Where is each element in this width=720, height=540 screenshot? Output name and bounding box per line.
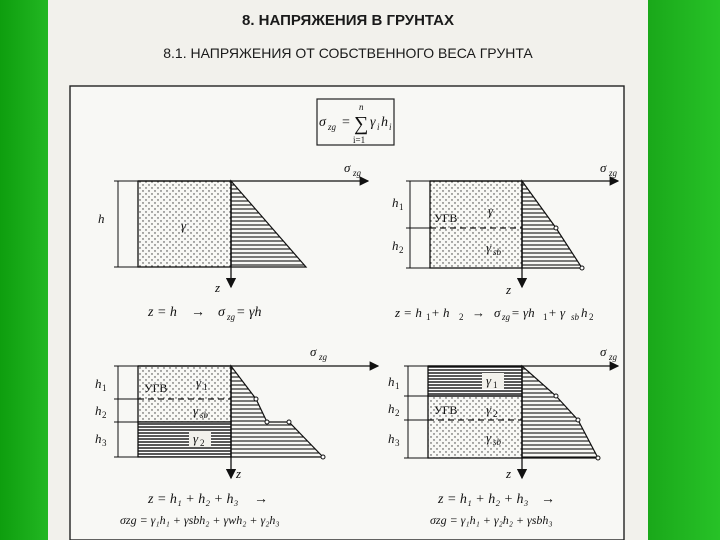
label-gamma1: γ [196, 375, 202, 390]
label-h1: h [95, 376, 102, 391]
caption-1-arrow: → [191, 305, 205, 320]
caption-2-rhs-2: 2 [589, 312, 594, 322]
z-axis-label: z [215, 280, 221, 295]
caption-2-rhs-1: 1 [543, 312, 548, 322]
label-h1-sub: 1 [102, 383, 107, 393]
sigma-axis-label: σ [310, 344, 317, 359]
sigma-axis-label-sub: zg [353, 168, 362, 178]
formula-lhs-sub: zg [328, 122, 337, 132]
caption-1-sigma: σ [218, 305, 225, 320]
label-h2: h [388, 401, 395, 416]
caption-1-z: z = h [148, 305, 177, 320]
caption-2-z-1: 1 [426, 312, 431, 322]
formula-term2: h [381, 115, 388, 130]
slide-background-right [648, 0, 720, 540]
label-h1: h [392, 195, 399, 210]
label-gamma2: γ [193, 431, 199, 446]
label-h2-sub: 2 [395, 408, 400, 418]
sigma-axis-label-sub: zg [319, 352, 328, 362]
label-gamma-sb: γ [486, 240, 492, 255]
clay-layer [428, 366, 522, 396]
formula-term-sub: i [377, 122, 380, 132]
label-gamma2: γ [486, 402, 492, 417]
caption-2-z-plus: + h [431, 305, 450, 320]
label-h3-sub: 3 [395, 438, 400, 448]
label-gamma-sb: γ [486, 430, 492, 445]
sigma-axis-label: σ [600, 160, 607, 175]
label-h3: h [95, 431, 102, 446]
label-gamma-sb: γ [193, 403, 199, 418]
caption-4-z: z = h₁ + h₂ + h₃ [438, 492, 529, 507]
caption-1-sigma-sub: zg [227, 312, 236, 322]
caption-2-sigma-sub: zg [502, 312, 511, 322]
label-h2: h [95, 403, 102, 418]
z-axis-label: z [506, 282, 512, 297]
label-gamma-sb-sub: sb [493, 247, 502, 257]
caption-1 [147, 305, 261, 322]
label-gamma: γ [181, 218, 187, 233]
caption-2-rhs-h: h [581, 305, 588, 320]
label-h: h [98, 211, 105, 226]
sum-sign-icon: ∑ [354, 113, 369, 135]
label-h3-sub: 3 [102, 438, 107, 448]
caption-2-arrow: → [472, 305, 485, 320]
label-gamma1: γ [486, 373, 492, 388]
caption-3-arrow: → [254, 492, 268, 507]
formula-lhs: σ [319, 115, 326, 130]
label-gamma1-sub: 1 [493, 380, 498, 390]
formula-sum-lower: i=1 [353, 135, 366, 145]
label-h2-sub: 2 [102, 410, 107, 420]
chapter-title: 8. НАПРЯЖЕНИЯ В ГРУНТАХ [242, 12, 454, 29]
label-h1-sub: 1 [395, 381, 400, 391]
caption-3-formula: σzg = γ₁h₁ + γsbh₂ + γwh₂ + γ₂h₃ [120, 513, 280, 527]
scanned-page [48, 0, 648, 540]
caption-2-rhs: = γh [511, 305, 535, 320]
slide-background-left [0, 0, 48, 540]
label-gamma1-sub: 1 [203, 382, 208, 392]
label-gamma2-sub: 2 [493, 409, 498, 419]
aquitard-layer [138, 422, 231, 457]
figure-svg [48, 0, 648, 540]
section-title: 8.1. НАПРЯЖЕНИЯ ОТ СОБСТВЕННОГО ВЕСА ГРУНТА [163, 45, 533, 61]
caption-2-z-2: 2 [459, 312, 464, 322]
label-h2-sub: 2 [399, 245, 404, 255]
caption-3-z: z = h₁ + h₂ + h₃ [148, 492, 239, 507]
caption-4-arrow: → [541, 492, 555, 507]
label-gamma-sb-sub: sb [200, 410, 209, 420]
caption-2-z: z = h [395, 305, 422, 320]
label-h1-sub: 1 [399, 202, 404, 212]
label-gamma: γ [488, 203, 494, 218]
formula-eq: = [342, 115, 350, 130]
label-groundwater: УГВ [144, 381, 168, 395]
label-h1: h [388, 374, 395, 389]
caption-4-formula: σzg = γ₁h₁ + γ₂h₂ + γsbh₃ [430, 513, 553, 527]
caption-2-rhs-sb: sb [571, 312, 580, 322]
caption-1-rhs: = γh [236, 305, 262, 320]
label-groundwater: УГВ [434, 403, 458, 417]
label-gamma2-sub: 2 [200, 438, 205, 448]
label-h3: h [388, 431, 395, 446]
z-axis-label: z [236, 466, 242, 481]
label-gamma-sb-sub: sb [493, 437, 502, 447]
caption-2-rhs-plus: + γ [548, 305, 566, 320]
sigma-axis-label: σ [600, 344, 607, 359]
sigma-axis-label-sub: zg [609, 168, 618, 178]
caption-2-sigma: σ [494, 305, 501, 320]
z-axis-label: z [506, 466, 512, 481]
formula-sum-upper: n [359, 102, 364, 112]
formula-term2-sub: i [389, 122, 392, 132]
sigma-axis-label-sub: zg [609, 352, 618, 362]
sigma-axis-label: σ [344, 160, 351, 175]
formula-term: γ [370, 115, 376, 130]
label-h2: h [392, 238, 399, 253]
label-groundwater: УГВ [434, 211, 458, 225]
